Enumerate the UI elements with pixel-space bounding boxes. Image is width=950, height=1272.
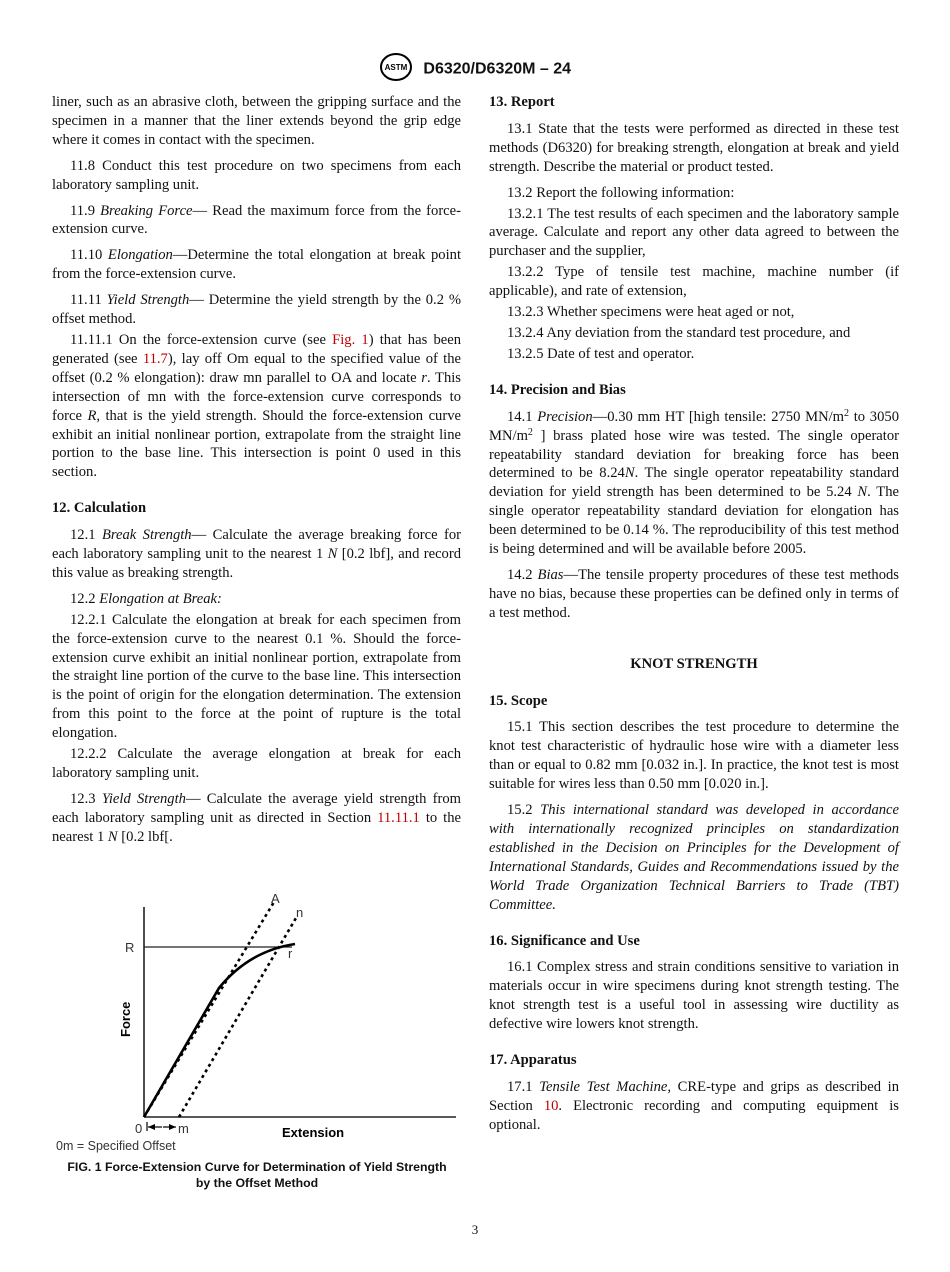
figure-caption: FIG. 1 Force-Extension Curve for Determination of Yield Strength by the Offset Method (67, 1160, 447, 1190)
right-column (489, 93, 899, 1142)
force-extension-diagram (52, 885, 462, 1153)
paragraph-13-2-3: 13.2.3 Whether specimens were heat aged or not, (507, 304, 795, 321)
page-number: 3 (471, 1222, 479, 1237)
heading-14-precision-bias: 14. Precision and Bias (489, 381, 626, 398)
paragraph-13-2-1: 13.2.1 The test results of each specimen and the laboratory sample average. Calculate and report any other data agreed to between the purchaser and the supplier, (489, 205, 899, 260)
label-n: n (296, 905, 304, 920)
force-extension-curve (144, 944, 295, 1117)
astm-logo-icon (379, 52, 413, 87)
paragraph-13-2: 13.2 Report the following information: (507, 184, 735, 201)
offset-note: 0m = Specified Offset (56, 1139, 176, 1153)
section-11-7-link[interactable]: 11.7 (142, 350, 168, 367)
label-a: A (271, 891, 280, 906)
paragraph-13-1: 13.1 State that the tests were performed as directed in these test methods (D6320) for breaking strength, elongation at break and yield strength. Describe the material or product tested. (489, 120, 899, 175)
left-column (52, 93, 461, 854)
paragraph-11-7-continued: liner, such as an abrasive cloth, between the gripping surface and the specimen in a manner that the liner extends beyond the grip edge where it comes in contact with the specimen. (52, 94, 461, 148)
paragraph-12-2: 12.2 Elongation at Break: (70, 590, 222, 607)
paragraph-12-1: 12.1 Break Strength— Calculate the average breaking force for each laboratory sampling unit to the nearest 1 N [0.2 lbf], and record this value as breaking strength. (52, 527, 462, 581)
paragraph-11-11: 11.11 Yield Strength— Determine the yield strength by the 0.2 % offset method. (52, 292, 461, 328)
page-header (0, 52, 950, 87)
label-r-lower: r (288, 946, 293, 961)
x-axis-title: Extension (282, 1125, 345, 1140)
heading-13-report: 13. Report (489, 94, 555, 110)
paragraph-15-2: 15.2 This international standard was developed in accordance with internationally recognized principles on standardization established in the Decision on Principles for the Development of International Standards, Guides and Recommendations issued by the World Trade Organization Technical Barriers to Trade (TBT) Committee. (489, 802, 899, 913)
figure-1 (52, 885, 462, 1191)
paragraph-13-2-5: 13.2.5 Date of test and operator. (507, 345, 695, 362)
offset-arrow-icon (147, 1122, 176, 1131)
fig-1-link[interactable]: Fig. 1 (332, 331, 369, 348)
svg-text:ASTM: ASTM (384, 63, 408, 72)
label-r-upper: R (125, 940, 135, 955)
paragraph-11-9: 11.9 Breaking Force— Read the maximum force from the force-extension curve. (52, 202, 462, 238)
paragraph-17-1: 17.1 Tensile Test Machine, CRE-type and grips as described in Section 10. Electronic recording and computing equipment is optional. (489, 1078, 899, 1133)
document-id: D6320/D6320M – 24 (423, 60, 572, 78)
paragraph-16-1: 16.1 Complex stress and strain conditions sensitive to variation in materials occur in wire specimens during knot strength testing. The knot strength test is a useful tool in assessing wire ductility as defective wire lowers knot strength. (489, 959, 899, 1033)
paragraph-12-2-2: 12.2.2 Calculate the average elongation at break for each laboratory sampling unit. (52, 746, 461, 781)
paragraph-12-3: 12.3 Yield Strength— Calculate the average yield strength from each laboratory sampling unit as directed in Section 11.11.1 to the nearest 1 N [0.2 lbf[. (52, 790, 461, 845)
paragraph-12-2-1: 12.2.1 Calculate the elongation at break for each specimen from the force-extension curve to the nearest 0.1 %. Should the force-extension curve exhibit an initial nonlinear portion, extrapolate from the straight line portion of the curve to the base line. This intersection is the point of origin for the elongation determination. The extension from this point to the force at the point of rupture is the total elongation. (52, 611, 461, 742)
paragraph-11-11-1: 11.11.1 On the force-extension curve (see Fig. 1) that has been generated (see 11.7), lay off Om equal to the specified value of the offset (0.2 % elongation): draw mn parallel to OA and locate r. This intersection of mn with the force-extension curve corresponds to force R, that is the yield strength. Should the force-extension curve exhibit an initial nonlinear portion, extrapolate from the straight line portion to the base line. This intersection is point 0 used in this section. (52, 331, 461, 481)
label-origin: 0 (135, 1121, 143, 1136)
paragraph-13-2-2: 13.2.2 Type of tensile test machine, machine number (if applicable), and rate of extension, (489, 264, 899, 300)
paragraph-11-10: 11.10 Elongation—Determine the total elongation at break point from the force-extension curve. (52, 247, 461, 283)
heading-17-apparatus: 17. Apparatus (489, 1052, 577, 1069)
section-10-link[interactable]: 10 (543, 1097, 559, 1114)
paragraph-11-8: 11.8 Conduct this test procedure on two specimens from each laboratory sampling unit. (52, 157, 461, 193)
paragraph-13-2-4: 13.2.4 Any deviation from the standard test procedure, and (507, 324, 851, 341)
paragraph-14-1: 14.1 Precision—0.30 mm HT [high tensile: 2750 $MN/m^2$ to 3050 $MN/m^2$ ] brass plated hose wire was tested. The single operator repeatability standard deviation for breaking force has been determined to be 8.24N. The single operator repeatability standard deviation for yield strength has been determined to be 5.24 N. The single operator repeatability standard deviation for elongation has been determined to be 0.14 %. The reproducibility of this test method is being determined and will be available before 2005. (489, 407, 899, 558)
heading-12-calculation: 12. Calculation (52, 500, 147, 517)
section-11-11-1-link[interactable]: 11.11.1 (377, 809, 420, 826)
label-m: m (178, 1121, 189, 1136)
y-axis-title: Force (118, 1001, 133, 1037)
paragraph-15-1: 15.1 This section describes the test procedure to determine the knot test characteristic of hydraulic hose wire with a diameter less than or equal to 0.82 mm [0.032 in.]. In practice, the knot test is most suitable for wires less than 0.50 mm [0.020 in.]. (489, 719, 899, 793)
heading-knot-strength: KNOT STRENGTH (630, 655, 758, 672)
heading-16-significance: 16. Significance and Use (489, 932, 640, 949)
paragraph-14-2: 14.2 Bias—The tensile property procedures of these test methods have no bias, because these properties can be defined only in terms of a test method. (489, 566, 899, 621)
heading-15-scope: 15. Scope (489, 692, 548, 709)
